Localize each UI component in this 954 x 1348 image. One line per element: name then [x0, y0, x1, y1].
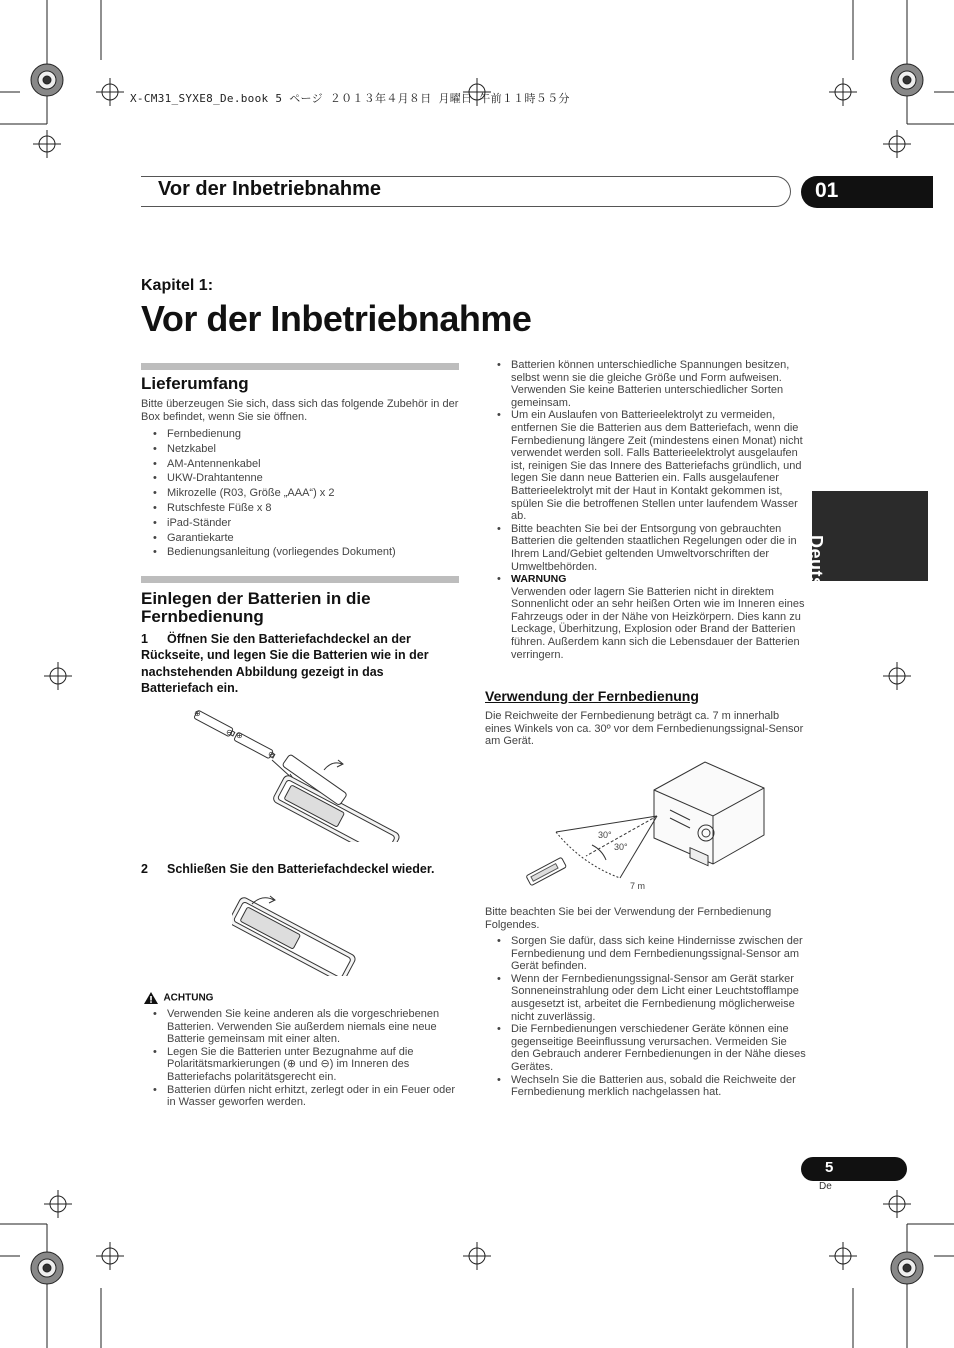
step-number: 2 [141, 862, 148, 876]
lieferumfang-intro: Bitte überzeugen Sie sich, dass sich das folgende Zubehör in der Box befindet, wenn Sie sie öffnen. [141, 398, 459, 423]
header-title: Vor der Inbetriebnahme [158, 178, 382, 200]
warning-text: Verwenden oder lagern Sie Batterien nicht in direktem Sonnenlicht oder an sehr heißen Orten wie im Inneren eines Fahrzeugs oder in der Nähe von Heizkörpern. Dies kann zu Leckage, Überhitzung, Explosion oder Brand der Batterien führen. Außerdem kann sich die Lebensdauer der Batterien verringern. [511, 585, 805, 661]
language-tab-label: Deutsch [806, 535, 826, 610]
svg-text:⊕: ⊕ [194, 709, 201, 718]
batterien-heading [141, 590, 371, 626]
chapter-number-badge [801, 176, 933, 208]
list-item: • UKW-Drahtantenne [141, 471, 459, 486]
lieferumfang-list [141, 427, 459, 560]
list-item: • Bedienungsanleitung (vorliegendes Dokument) [141, 545, 459, 560]
list-item: • Batterien können unterschiedliche Spannungen besitzen, selbst wenn sie die gleiche Größe und Form aufweisen. Verwenden Sie keine Batterien unterschiedlicher Sorten gemeinsam. [485, 359, 805, 409]
caution-label: ACHTUNG [163, 992, 214, 1004]
list-item: • Batterien dürfen nicht erhitzt, zerlegt oder in ein Feuer oder in Wasser geworfen werden. [141, 1084, 463, 1109]
distance-label: 7 m [630, 881, 646, 891]
warning-label: • WARNUNG [511, 573, 567, 586]
fernbedienung-intro: Die Reichweite der Fernbedienung beträgt ca. 7 m innerhalb eines Winkels von ca. 30º vor dem Fernbedienungssignal-Sensor am Gerät. [485, 710, 804, 748]
list-item: • Rutschfeste Füße x 8 [141, 501, 459, 516]
fernbedienung-list [485, 935, 807, 1099]
angle-label-2: 30° [614, 842, 628, 852]
step-text [167, 631, 411, 648]
list-item: • Wechseln Sie die Batterien aus, sobald die Reichweite der Fernbedienung merklich nachgelassen hat. [485, 1074, 807, 1099]
step-1-continued [141, 647, 471, 697]
list-item: • iPad-Ständer [141, 516, 459, 531]
step-line: Rückseite, und legen Sie die Batterien wie in der [141, 648, 429, 662]
list-item: • AM-Antennenkabel [141, 457, 459, 472]
list-item: • Verwenden Sie keine anderen als die vorgeschriebenen Batterien. Verwenden Sie außerdem niemals eine neue Batterie gemeinsam mit einer alten. [141, 1008, 463, 1046]
fernbedienung-heading: Verwendung der Fernbedienung [485, 688, 699, 704]
list-item: • Fernbedienung [141, 427, 459, 442]
list-item: • Garantiekarte [141, 531, 459, 546]
chapter-title: Vor der Inbetriebnahme [141, 298, 532, 339]
list-item: • Netzkabel [141, 442, 459, 457]
page-number-badge [801, 1157, 907, 1181]
list-item: • Bitte beachten Sie bei der Entsorgung von gebrauchten Batterien die geltenden staatlichen Regelungen oder die in Ihrem Land/Gebiet geltenden Umweltvorschriften der Umweltbehörden. [485, 523, 805, 573]
caution-heading [143, 989, 213, 1007]
svg-text:⊖: ⊖ [226, 728, 233, 737]
section-divider [141, 363, 459, 370]
battery-insert-illustration [190, 702, 412, 842]
step-text: Schließen Sie den Batteriefachdeckel wieder. [167, 862, 435, 876]
step-line: Öffnen Sie den Batteriefachdeckel an der [167, 632, 411, 646]
chapter-label: Kapitel 1: [141, 277, 214, 294]
list-item: • Legen Sie die Batterien unter Bezugnahme auf die Polaritätsmarkierungen (⊕ und ⊖) im Inneren des Batteriefachs polaritätsgerecht ein. [141, 1046, 463, 1084]
heading-line: Einlegen der Batterien in die [141, 589, 371, 608]
angle-label-1: 30° [598, 830, 612, 840]
svg-text:⊖: ⊖ [268, 750, 275, 759]
caution-list [141, 1008, 463, 1109]
list-item: • Die Fernbedienungen verschiedener Geräte können eine gegenseitige Beeinflussung verursachen. Vermeiden Sie den Gebrauch anderer Fernbedienungen in der Nähe dieses Gerätes. [485, 1023, 807, 1073]
page-number: 5 [825, 1159, 834, 1176]
warning-item [485, 573, 805, 661]
warning-triangle-icon [143, 991, 159, 1005]
heading-line: Fernbedienung [141, 607, 264, 626]
battery-notes-list [485, 359, 805, 661]
step-line: Batteriefach ein. [141, 681, 239, 695]
section-divider [141, 576, 459, 583]
list-item: • Mikrozelle (R03, Größe „AAA“) x 2 [141, 486, 459, 501]
language-tab [806, 491, 928, 610]
battery-lid-close-illustration [232, 886, 367, 976]
print-header: X-CM31_SYXE8_De.book 5 ページ ２０１３年４月８日 月曜日 午前１１時５５分 [130, 92, 570, 105]
chapter-number: 01 [815, 179, 839, 202]
list-item: • Wenn der Fernbedienungssignal-Sensor am Gerät starker Sonneneinstrahlung oder dem Licht einer Leuchtstofflampe ausgesetzt ist, arbeitet die Fernbedienung möglicherweise nicht zuverlässig. [485, 973, 807, 1023]
step-number: 1 [141, 632, 148, 646]
svg-text:⊕: ⊕ [236, 731, 243, 740]
page-language: De [819, 1181, 832, 1192]
list-item: • Sorgen Sie dafür, dass sich keine Hindernisse zwischen der Fernbedienung und dem Fernbedienungssignal-Sensor am Gerät befinden. [485, 935, 807, 973]
fernbedienung-note: Bitte beachten Sie bei der Verwendung der Fernbedienung Folgendes. [485, 906, 772, 931]
lieferumfang-heading: Lieferumfang [141, 374, 249, 393]
remote-range-diagram [520, 760, 775, 895]
list-item: • Um ein Auslaufen von Batterieelektrolyt zu vermeiden, entfernen Sie die Batterien aus dem Batteriefach, wenn die Fernbedienung längere Zeit (mindestens einen Monat) nicht verwendet werden soll. Falls Batterieelektrolyt ausgelaufen ist, reinigen Sie das Innere des Batteriefachs gründlich, und legen Sie dann neue Batterien ein. Falls ausgelaufener Batterieelektrolyt mit der Haut in Kontakt gekommen ist, spülen Sie die betroffenen Stellen unter laufendem Wasser ab. [485, 409, 805, 522]
step-line: nachstehenden Abbildung gezeigt in das [141, 664, 384, 679]
